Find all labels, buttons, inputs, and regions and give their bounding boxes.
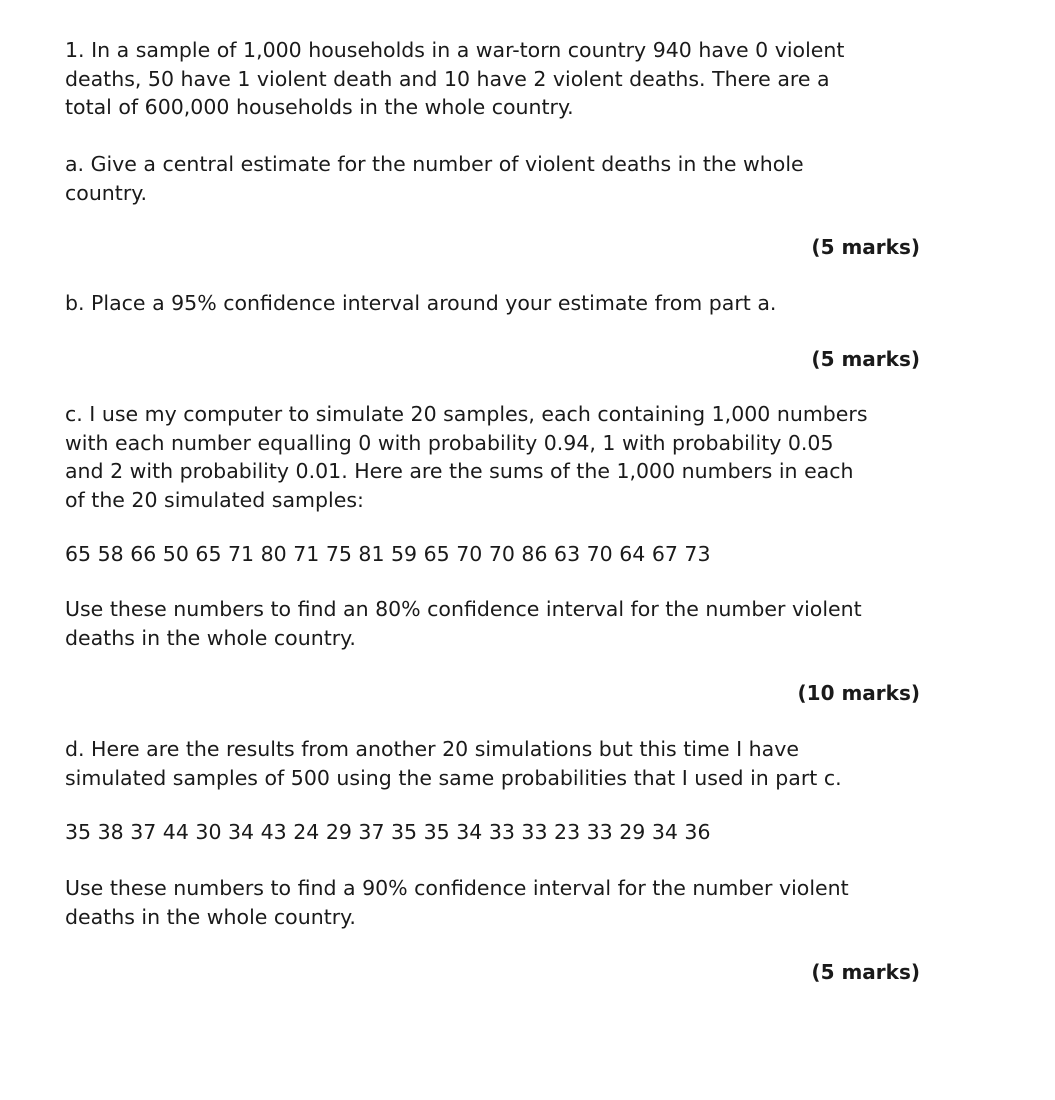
part-c-instruction: Use these numbers to find an 80% confidence interval for the number violent deaths in the whole country. — [65, 597, 862, 650]
part-d-instruction: Use these numbers to find a 90% confidence interval for the number violent deaths in the whole country. — [65, 876, 849, 929]
part-d-numbers: 35 38 37 44 30 34 43 24 29 37 35 35 34 33 33 23 33 29 34 36 — [65, 820, 711, 844]
part-c-marks: (10 marks) — [797, 681, 920, 705]
question-intro: 1. In a sample of 1,000 households in a war-torn country 940 have 0 violent deaths, 50 have 1 violent death and 10 have 2 violent deaths. There are a total of 600,000 households in the whole country. — [65, 38, 845, 119]
part-a-text: a. Give a central estimate for the number of violent deaths in the whole country. — [65, 152, 804, 205]
part-c-text: c. I use my computer to simulate 20 samples, each containing 1,000 numbers with each number equalling 0 with probability 0.94, 1 with probability 0.05 and 2 with probability 0.01. Here are the sums of the 1,000 numbers in each of the 20 simulated samples: — [65, 402, 868, 512]
part-a-marks: (5 marks) — [811, 235, 920, 259]
part-b-text: b. Place a 95% confidence interval around your estimate from part a. — [65, 291, 777, 315]
part-c-numbers: 65 58 66 50 65 71 80 71 75 81 59 65 70 70 86 63 70 64 67 73 — [65, 542, 711, 566]
part-b-marks: (5 marks) — [811, 347, 920, 371]
part-d-marks: (5 marks) — [811, 960, 920, 984]
part-d-text: d. Here are the results from another 20 simulations but this time I have simulated samples of 500 using the same probabilities that I used in part c. — [65, 737, 842, 790]
